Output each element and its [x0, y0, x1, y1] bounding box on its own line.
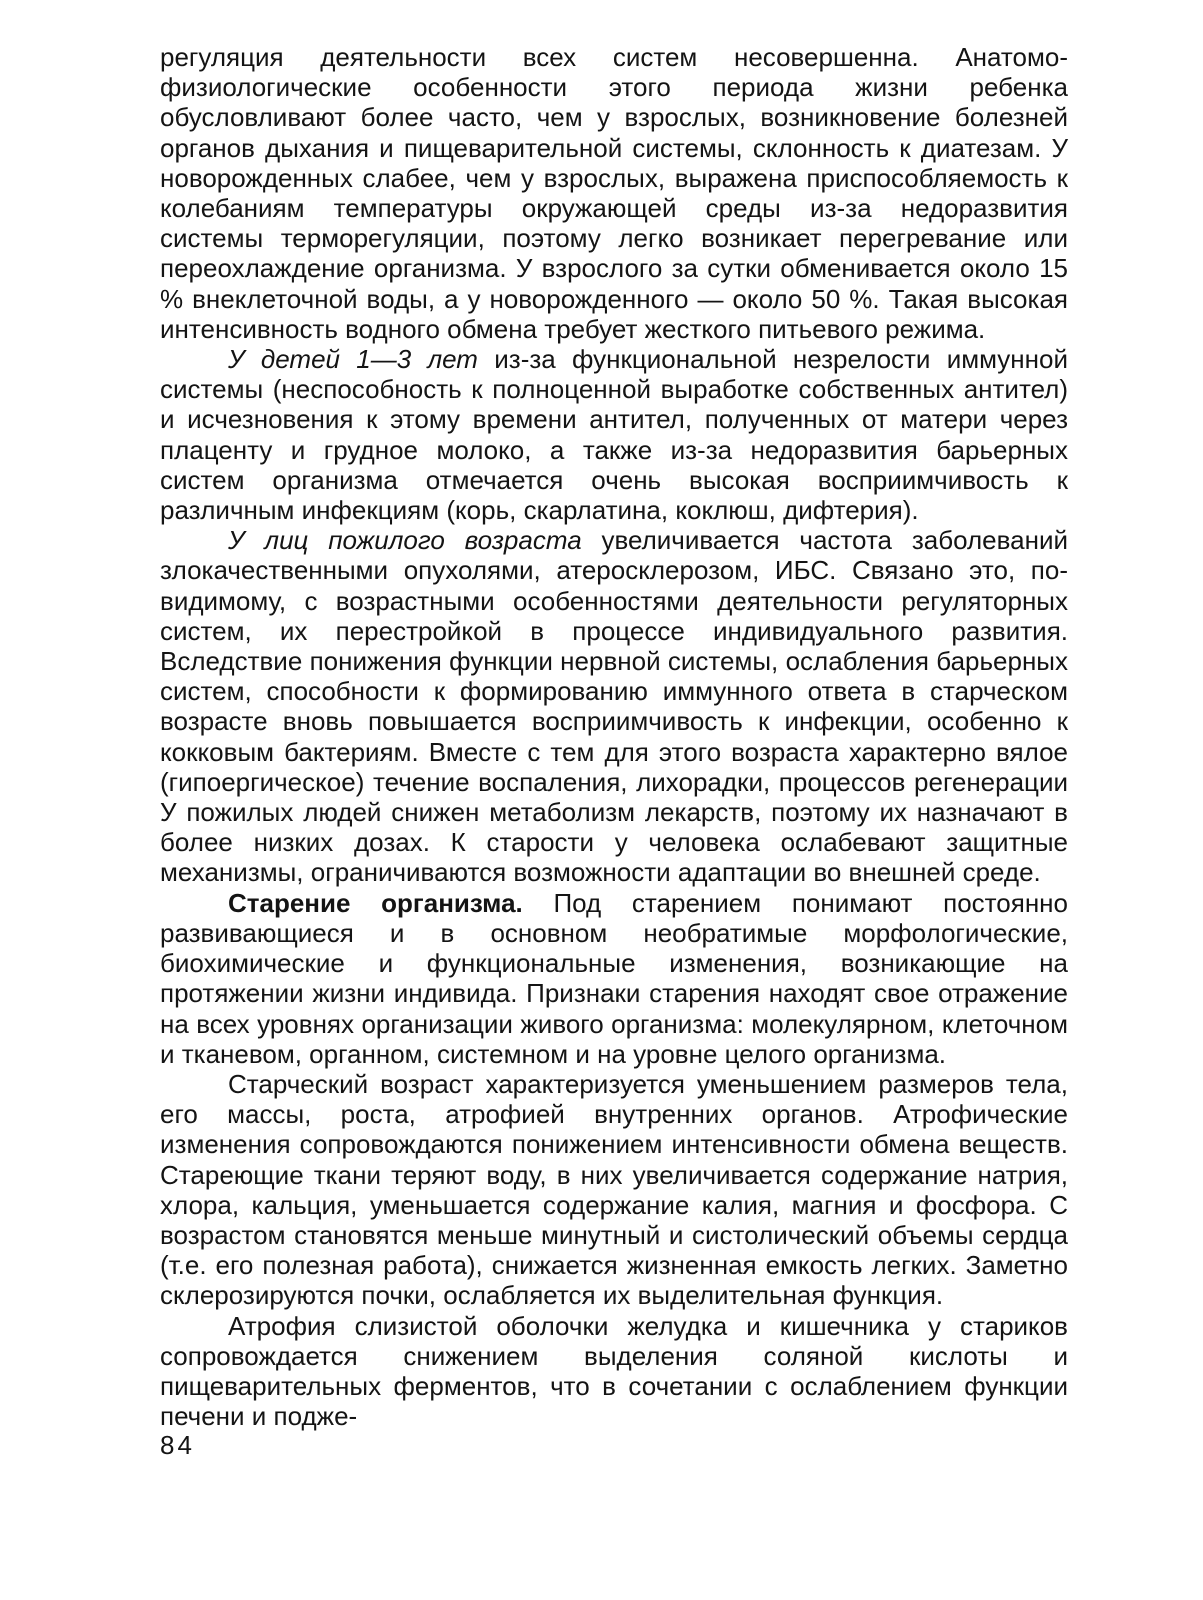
paragraph-heading-bold: Старение организма. — [228, 887, 523, 918]
paragraph-text: Под старением понимают постоянно развивающиеся и в основном необратимые морфологические, биохимические и функциональные изменения, возникающие на протяжении жизни индивида. Признаки старения находят свое отражение на всех уровнях организации живого организма: молекулярном, клеточном и тканевом, органном, системном и на уровне целого организма. — [160, 887, 1068, 1069]
paragraph-text: из-за функциональной незрелости иммунной системы (неспособность к полноценной выработке собственных антител) и исчезновения к этому времени антител, полученных от матери через плаценту и грудное молоко, а также из-за недоразвития барьерных систем организма отмечается очень высокая восприимчивость к различным инфекциям (корь, скарлатина, коклюш, дифтерия). — [160, 344, 1068, 526]
page-body — [160, 42, 1068, 1431]
paragraph-elderly — [160, 525, 1068, 887]
paragraph-children-1-3 — [160, 344, 1068, 525]
paragraph-text: регуляция деятельности всех систем несовершенна. Анатомо-физиологические особенности этого периода жизни ребенка обусловливают более часто, чем у взрослых, возникновение болезней органов дыхания и пищеварительной системы, склонность к диатезам. У новорожденных слабее, чем у взрослых, выражена приспособляемость к колебаниям температуры окружающей среды из-за недоразвития системы терморегуляции, поэтому легко возникает перегревание или переохлаждение организма. У взрослого за сутки обменивается около 15 % внеклеточной воды, а у новорожденного — около 50 %. Такая высокая интенсивность водного обмена требует жесткого питьевого режима. — [160, 42, 1068, 344]
paragraph-text: Атрофия слизистой оболочки желудка и кишечника у стариков сопровождается снижением выделения соляной кислоты и пищеварительных ферментов, что в сочетании с ослаблением функции печени и подже- — [160, 1310, 1068, 1432]
paragraph-lead-italic: У детей 1—3 лет — [228, 344, 478, 375]
paragraph-aging — [160, 888, 1068, 1069]
paragraph-atrophy — [160, 1311, 1068, 1432]
paragraph-lead-italic: У лиц пожилого возраста — [228, 525, 582, 556]
paragraph-senile-age — [160, 1069, 1068, 1311]
paragraph-continuation — [160, 42, 1068, 344]
paragraph-text: Старческий возраст характеризуется уменьшением размеров тела, его массы, роста, атрофией внутренних органов. Атрофические изменения сопровождаются понижением интенсивности обмена веществ. Стареющие ткани теряют воду, в них увеличивается содержание натрия, хлора, кальция, уменьшается содержание калия, магния и фосфора. С возрастом становятся меньше минутный и систолический объемы сердца (т.е. его полезная работа), снижается жизненная емкость легких. Заметно склерозируются почки, ослабляется их выделительная функция. — [160, 1068, 1068, 1311]
paragraph-text: увеличивается частота заболеваний злокачественными опухолями, атеросклерозом, ИБС. Связано это, по-видимому, с возрастными особенностями деятельности регуляторных систем, их перестройкой в процессе индивидуального развития. Вследствие понижения функции нервной системы, ослабления барьерных систем, способности к формированию иммунного ответа в старческом возрасте вновь повышается восприимчивость к инфекции, особенно к кокковым бактериям. Вместе с тем для этого возраста характерно вялое (гипоергическое) течение воспаления, лихорадки, процессов регенерации У пожилых людей снижен метаболизм лекарств, поэтому их назначают в более низких дозах. К старости у человека ослабевают защитные механизмы, ограничиваются возможности адаптации во внешней среде. — [160, 525, 1068, 888]
page-number: 84 — [160, 1430, 195, 1460]
